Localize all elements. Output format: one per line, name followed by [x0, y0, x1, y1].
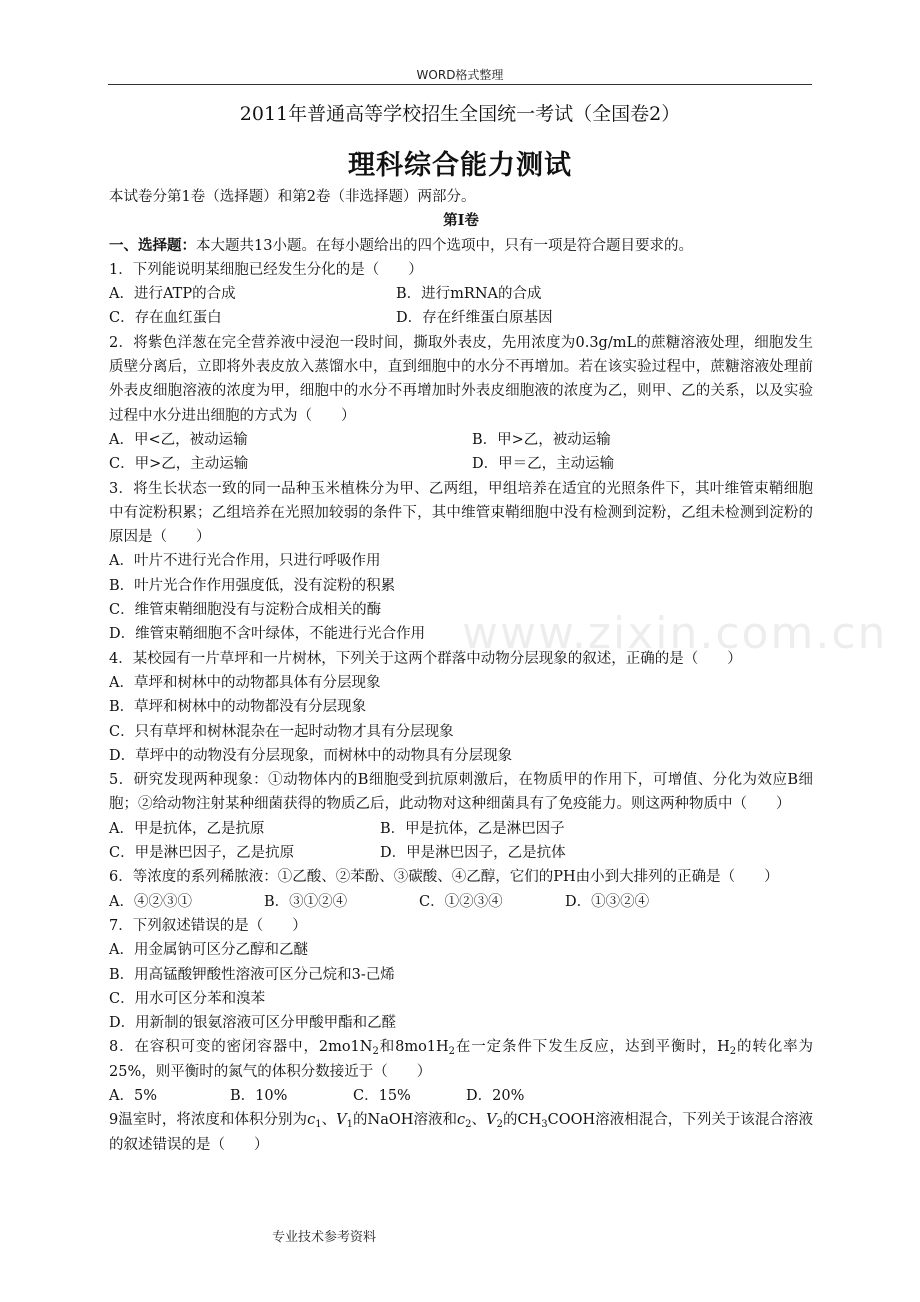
- subscript: 2: [465, 1119, 472, 1131]
- stem-part: COOH溶液相混合，下列关于该混合溶液的叙述错误的是（ ）: [109, 1112, 813, 1153]
- option-a: A．甲<乙，被动运输: [109, 431, 248, 448]
- page-footer: 专业技术参考资料: [272, 1230, 377, 1245]
- option-a: A．草坪和树林中的动物都具体有分层现象: [109, 674, 381, 691]
- subscript: 2: [729, 1046, 737, 1058]
- option-b: B．草坪和树林中的动物都没有分层现象: [109, 699, 367, 716]
- subscript: 2: [496, 1119, 503, 1131]
- section-label: 一、选择题：: [109, 236, 196, 254]
- part-title: 第I卷: [443, 212, 479, 230]
- watermark: www.zixin.com.cn: [462, 608, 888, 659]
- option-a: A．叶片不进行光合作用，只进行呼吸作用: [109, 553, 381, 570]
- stem-part: 和8mo1H: [378, 1039, 449, 1056]
- stem-part: 、: [471, 1112, 487, 1129]
- question-3-stem: 3．将生长状态一致的同一品种玉米植株分为甲、乙两组，甲组培养在适宜的光照条件下，其叶维管束鞘细胞中有淀粉积累；乙组培养在光照加较弱的条件下，其中维管束鞘细胞中没有检测到淀粉，乙组未检测到淀粉的原因是（ ）: [109, 480, 813, 546]
- subscript: 2: [372, 1046, 379, 1058]
- subscript: 1: [315, 1119, 322, 1131]
- option-b: B．叶片光合作作用强度低，没有淀粉的积累: [109, 577, 396, 594]
- option-b: B．甲>乙，被动运输: [472, 431, 611, 448]
- section-heading: [109, 234, 813, 258]
- option-a: A．进行ATP的合成: [109, 286, 236, 303]
- question-5-stem: 5．研究发现两种现象：①动物体内的B细胞受到抗原刺激后，在物质甲的作用下，可增值、分化为效应B细胞；②给动物注射某种细菌获得的物质乙后，此动物对这种细菌具有了免疫能力。则这两种物质中（ ）: [109, 772, 813, 813]
- var-v: V: [486, 1112, 497, 1129]
- option-d: D．存在纤维蛋白原基因: [396, 310, 553, 327]
- option-b: B．甲是抗体，乙是淋巴因子: [380, 820, 565, 837]
- stem-part: 、: [321, 1112, 337, 1129]
- option-b: B．10%: [230, 1087, 288, 1104]
- var-c: c: [457, 1112, 466, 1129]
- question-2-options: [109, 428, 813, 477]
- page-header: WORD格式整理: [416, 68, 504, 82]
- question-9-stem: [109, 1108, 813, 1157]
- option-c: C．甲>乙，主动运输: [109, 456, 249, 473]
- question-4-stem: 4．某校园有一片草坪和一片树林，下列关于这两个群落中动物分层现象的叙述，正确的是（ ）: [109, 650, 742, 667]
- option-d: D．20%: [466, 1087, 525, 1104]
- option-a: A．用金属钠可区分乙醇和乙醚: [109, 942, 308, 959]
- option-a: A．甲是抗体，乙是抗原: [109, 820, 265, 837]
- subscript: 1: [346, 1119, 353, 1131]
- header-rule: [108, 84, 812, 85]
- option-c: C．甲是淋巴因子，乙是抗原: [109, 845, 295, 862]
- question-1-options: [109, 282, 813, 331]
- question-6-stem: 6．等浓度的系列稀脓液：①乙酸、②苯酚、③碳酸、④乙醇，它们的PH由小到大排列的正确是（ ）: [109, 869, 779, 886]
- option-a: A．④②③①: [109, 893, 192, 910]
- subscript: 2: [448, 1046, 456, 1058]
- option-b: B．用高锰酸钾酸性溶液可区分己烷和3-己烯: [109, 966, 395, 983]
- question-7-stem: 7．下列叙述错误的是（ ）: [109, 917, 307, 934]
- intro: 本试卷分第1卷（选择题）和第2卷（非选择题）两部分。: [109, 189, 476, 205]
- stem-part: 9温室时，将浓度和体积分别为: [109, 1112, 308, 1129]
- section-instructions: 本大题共13小题。在每小题给出的四个选项中，只有一项是符合题目要求的。: [196, 237, 693, 254]
- option-d: D．甲＝乙，主动运输: [472, 456, 615, 473]
- option-c: C．只有草坪和树林混杂在一起时动物才具有分层现象: [109, 723, 454, 740]
- option-c: C．存在血红蛋白: [109, 310, 222, 327]
- option-d: D．维管束鞘细胞不含叶绿体，不能进行光合作用: [109, 626, 426, 643]
- stem-part: 的转化率为25%，则平衡时的氮气的体积分数接近于（ ）: [109, 1039, 814, 1080]
- var-c: c: [307, 1112, 316, 1129]
- option-c: C．①②③④: [419, 893, 503, 910]
- option-b: B．③①②④: [264, 893, 348, 910]
- option-b: B．进行mRNA的合成: [396, 286, 542, 303]
- option-d: D．草坪中的动物没有分层现象，而树林中的动物具有分层现象: [109, 747, 513, 764]
- paper-title: 理科综合能力测试: [348, 150, 572, 181]
- stem-part: 8．在容积可变的密闭容器中，2mo1N: [109, 1039, 373, 1056]
- exam-title: 2011年普通高等学校招生全国统一考试（全国卷2）: [239, 103, 681, 125]
- stem-part: 的NaOH溶液和: [353, 1112, 458, 1129]
- subscript: 3: [541, 1119, 548, 1131]
- option-a: A．5%: [109, 1087, 157, 1104]
- question-8-stem: [109, 1035, 813, 1084]
- stem-part: 的CH: [502, 1112, 542, 1129]
- question-6-options: [109, 890, 813, 914]
- var-v: V: [336, 1112, 347, 1129]
- stem-part: 在一定条件下发生反应，达到平衡时，H: [455, 1039, 730, 1056]
- question-1-stem: 1．下列能说明某细胞已经发生分化的是（ ）: [109, 261, 423, 278]
- question-5-options: [109, 817, 813, 866]
- option-c: C．15%: [353, 1087, 411, 1104]
- option-c: C．用水可区分苯和溴苯: [109, 990, 266, 1007]
- exam-content: [109, 185, 813, 1157]
- question-2-stem: 2．将紫色洋葱在完全营养液中浸泡一段时间，撕取外表皮，先用浓度为0.3g/mL的蔗糖溶液处理，细胞发生质壁分离后，立即将外表皮放入蒸馏水中，直到细胞中的水分不再增加。若在该实验过程中，蔗糖溶液处理前外表皮细胞溶液的浓度为甲，细胞中的水分不再增加时外表皮细胞液的浓度为乙，则甲、乙的关系，以及实验过程中水分进出细胞的方式为（ ）: [109, 334, 813, 424]
- option-d: D．甲是淋巴因子，乙是抗体: [380, 845, 566, 862]
- option-d: D．①③②④: [565, 893, 650, 910]
- question-8-options: [109, 1084, 813, 1108]
- option-c: C．维管束鞘细胞没有与淀粉合成相关的酶: [109, 602, 382, 619]
- option-d: D．用新制的银氨溶液可区分甲酸甲酯和乙醛: [109, 1015, 397, 1032]
